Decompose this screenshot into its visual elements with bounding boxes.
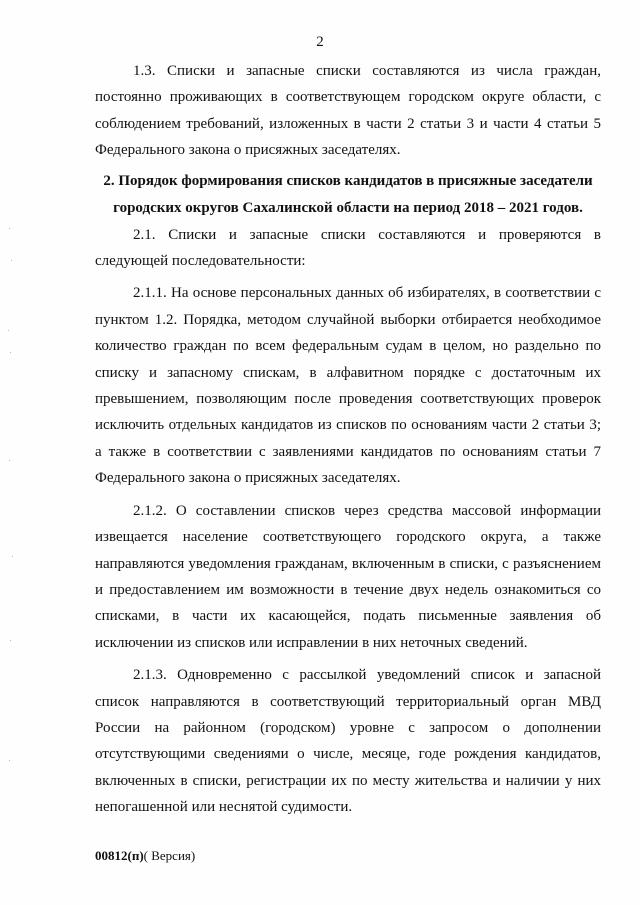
scan-speckle — [10, 640, 11, 641]
scan-speckle — [9, 760, 10, 761]
paragraph-2-1-3: 2.1.3. Одновременно с рассылкой уведомлений список и запасной список направляются в соответствующий территориальный орган МВД России на районном (городском) уровне с запросом о дополнении отсутствующими сведениями о числе, месяце, годе рождения кандидатов, включенных в списки, регистрации их по месту жительства и наличии у них непогашенной или неснятой судимости. — [95, 667, 601, 816]
document-body — [95, 58, 601, 821]
paragraph-2-1-1: 2.1.1. На основе персональных данных об избирателях, в соответствии с пунктом 1.2. Порядка, методом случайной выборки отбирается необходимое количество граждан по всем федеральным судам в целом, но раздельно по списку и запасному спискам, в алфавитном порядке с достаточным их превышением, позволяющим после проведения соответствующих проверок исключить отдельных кандидатов из списков по основаниям части 2 статьи 3; а также в соответствии с заявлениями кандидатов по основаниям статьи 7 Федерального закона о присяжных заседателях. — [95, 285, 601, 487]
document-code: 00812(п) — [95, 848, 144, 863]
page-number: 2 — [316, 34, 324, 50]
scan-speckle — [9, 460, 10, 461]
document-footer — [95, 848, 195, 864]
document-version: ( Версия) — [143, 848, 196, 863]
paragraph-2-1: 2.1. Списки и запасные списки составляются и проверяются в следующей последовательности: — [95, 226, 601, 270]
section-heading-2: 2. Порядок формирования списков кандидатов в присяжные заседатели городских округов Сахалинской области на период 2018 – 2021 годов. — [103, 172, 593, 216]
scan-speckle — [9, 228, 10, 229]
scan-speckle — [12, 556, 13, 557]
scan-speckle — [11, 260, 12, 261]
paragraph-2-1-2: 2.1.2. О составлении списков через средства массовой информации извещается население соответствующего городского округа, а также направляются уведомления гражданам, включенным в списки, с разъяснением и предоставлением им возможности в течение двух недель ознакомиться со списками, в части их касающейся, подать письменные заявления об исключении из списков или исправлении в них неточных сведений. — [95, 502, 601, 651]
paragraph-1-3: 1.3. Списки и запасные списки составляются из числа граждан, постоянно проживающих в соответствующем городском округе области, с соблюдением требований, изложенных в части 2 статьи 3 и части 4 статьи 5 Федерального закона о присяжных заседателях. — [95, 63, 601, 159]
scan-speckle — [10, 352, 11, 353]
scan-speckle — [8, 330, 9, 331]
